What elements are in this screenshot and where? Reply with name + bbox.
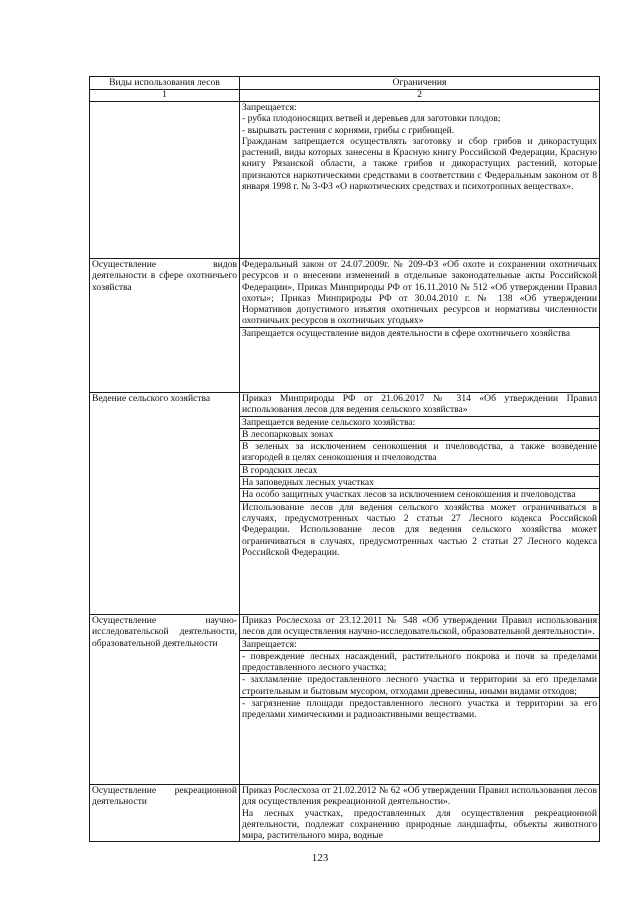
table-row [90, 785, 600, 842]
use-type-cell: Осуществление видов деятельности в сфере охотничьего хозяйства [90, 259, 240, 393]
restriction-line: Приказ Рослесхоза от 23.12.2011 № 548 «Об утверждении Правил использования лесов для осуществления научно-исследовательской, образовательной деятельности». [242, 615, 597, 638]
restriction-line: - загрязнение площади предоставленного лесного участка и территории за его пределами химическими и радиоактивными веществами. [242, 698, 597, 721]
table-row [90, 102, 600, 259]
page-number: 123 [311, 852, 329, 864]
table-row [90, 259, 600, 393]
restrictions-table [89, 76, 600, 842]
restriction-line: Запрещается: [240, 638, 599, 650]
restriction-line: Использование лесов для ведения сельского хозяйства может ограничиваться в случаях, предусмотренных частью 2 статьи 27 Лесного кодекса Российской Федерации. Использование лесов для ведения сельского хозяйства может ограничиваться в случаях, предусмотренных частью 2 статьи 27 Лесного кодекса Российской Федерации. [242, 501, 597, 558]
restriction-line: В городских лесах [240, 464, 599, 476]
restriction-line: На заповедных лесных участках [240, 476, 599, 488]
column-number-1: 1 [90, 90, 240, 102]
restriction-line: Приказ Минприроды РФ от 21.06.2017 № 314 «Об утверждении Правил использования лесов для ведения сельского хозяйства» [242, 393, 597, 416]
restriction-line: Гражданам запрещается осуществлять заготовку и сбор грибов и дикорастущих растений, виды которых занесены в Красную книгу Российской Федерации, Красную книгу Рязанской области, а также грибов и дикорастущих растений, которые признаются наркотическими средствами в соответствии с Федеральным законом от 8 января 1998 г. № 3-ФЗ «О наркотических средствах и психотропных веществах». [242, 135, 597, 193]
restrictions-cell [240, 393, 600, 615]
restrictions-cell [240, 259, 600, 393]
restriction-line: В лесопарковых зонах [240, 428, 599, 440]
column-number-row [90, 90, 600, 102]
restriction-line: Федеральный закон от 24.07.2009г. № 209-ФЗ «Об охоте и сохранении охотничьих ресурсов и о внесении изменений в отдельные законодательные акты Российской Федерации», Приказ Минприроды РФ от 16.11.2010 № 512 «Об утверждении Правил охоты»; Приказ Минприроды РФ от 30.04.2010 г. № 138 «Об утверждении Нормативов допустимого изъятия охотничьих ресурсов и нормативы численности охотничьих ресурсов в охотничьих угодьях» [242, 259, 597, 327]
header-use-types: Виды использования лесов [90, 77, 240, 90]
restriction-line: Запрещается ведение сельского хозяйства: [240, 416, 599, 428]
table-header-row [90, 77, 600, 90]
restrictions-cell [240, 102, 600, 259]
restriction-line: - вырывать растения с корнями, грибы с грибницей. [242, 124, 455, 136]
restrictions-cell [240, 615, 600, 785]
restriction-line: На лесных участках, предоставленных для осуществления рекреационной деятельности, подлежат сохранению природные ландшафты, объекты животного мира, растительного мира, водные [242, 807, 597, 842]
restriction-line: - повреждение лесных насаждений, растительного покрова и почв за пределами предоставленного лесного участка; [242, 650, 597, 674]
table-row [90, 615, 600, 785]
table-row [90, 393, 600, 615]
header-restrictions: Ограничения [240, 77, 600, 90]
use-type-cell [90, 102, 240, 259]
column-number-2: 2 [240, 90, 600, 102]
restriction-line: - рубка плодоносящих ветвей и деревьев для заготовки плодов; [242, 113, 501, 125]
restriction-line: - захламление предоставленного лесного участка и территории за его пределами строительным и бытовым мусором, отходами древесины, иными видами отходов; [242, 674, 597, 697]
use-type-cell: Осуществление научно-исследовательской деятельности, образовательной деятельности [90, 615, 240, 785]
use-type-cell: Ведение сельского хозяйства [90, 393, 240, 615]
restriction-line: Приказ Рослесхоза от 21.02.2012 № 62 «Об утверждении Правил использования лесов для осуществления рекреационной деятельности». [242, 785, 597, 808]
use-type-cell: Осуществление рекреационной деятельности [90, 785, 240, 842]
restrictions-cell [240, 785, 600, 842]
restriction-line: В зеленых за исключением сенокошения и пчеловодства, а также возведение изгородей в целях сенокошения и пчеловодства [242, 441, 597, 464]
restriction-line: На особо защитных участках лесов за исключением сенокошения и пчеловодства [240, 488, 599, 500]
restriction-line: Запрещается осуществление видов деятельности в сфере охотничьего хозяйства [240, 327, 599, 339]
restriction-line: Запрещается: [242, 102, 297, 113]
